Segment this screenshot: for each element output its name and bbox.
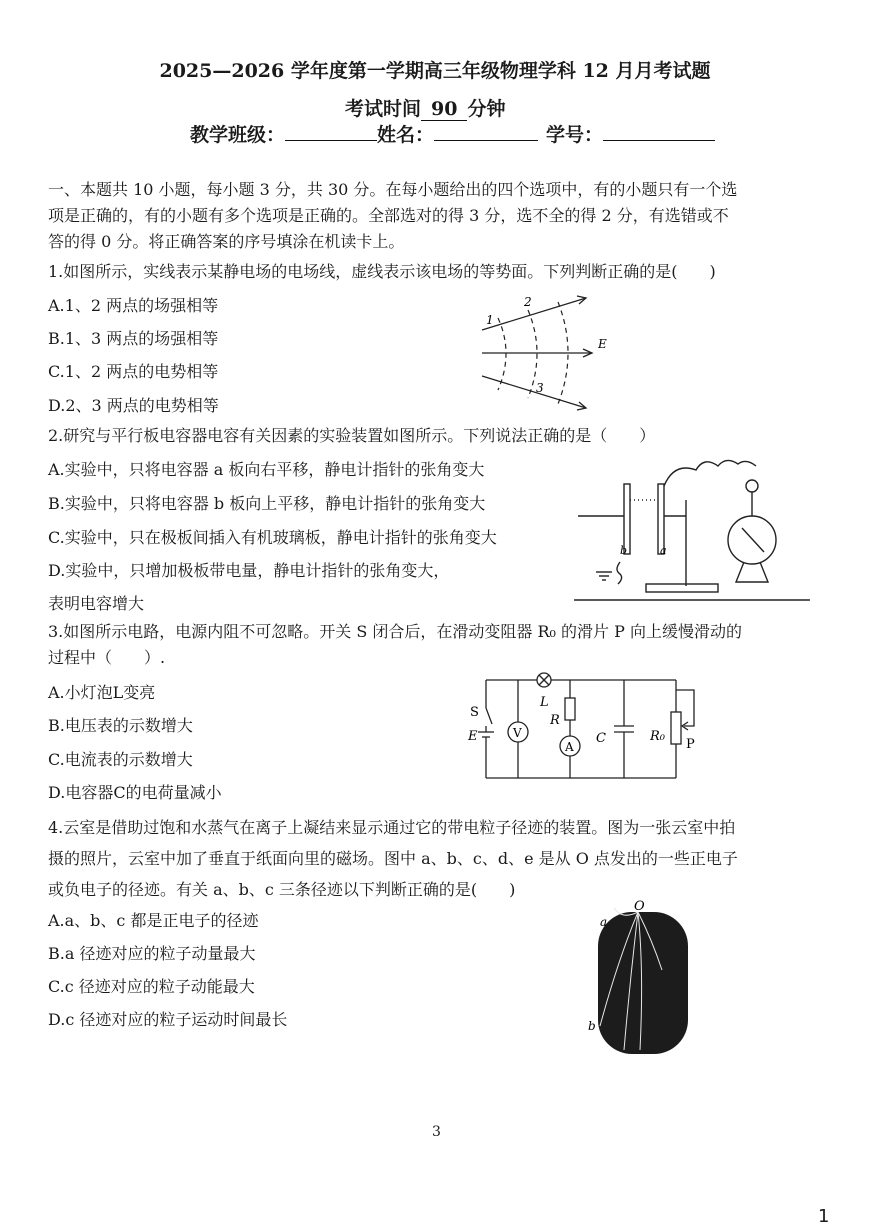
q3-stem-line-1: 3.如图所示电路，电源内阻不可忽略。开关 S 闭合后，在滑动变阻器 R₀ 的滑片 P 向上缓慢滑动的 xyxy=(48,622,742,641)
origin-label-o: O xyxy=(634,899,645,914)
q3-circuit-figure xyxy=(462,672,712,784)
exam-time-value: 90 xyxy=(421,98,467,121)
electrometer-ball xyxy=(746,480,758,492)
q1-option-c: C.1、2 两点的电势相等 xyxy=(48,362,219,381)
switch-s xyxy=(486,708,492,724)
exam-time-prefix: 考试时间 xyxy=(345,98,422,120)
class-label: 教学班级： xyxy=(190,124,286,146)
track-label-a: a xyxy=(600,915,608,929)
point-label-1: 1 xyxy=(486,313,494,327)
q2-option-b: B.实验中，只将电容器 b 板向上平移，静电计指针的张角变大 xyxy=(48,494,486,513)
resistor-r xyxy=(565,698,575,720)
section-instructions-line-2: 项是正确的，有的小题有多个选项是正确的。全部选对的得 3 分，选不全的得 2 分，有选错或不 xyxy=(48,206,729,225)
point-label-2: 2 xyxy=(524,295,532,309)
exam-title: 2025—2026 学年度第一学期高三年级物理学科 12 月月考试题 xyxy=(159,60,711,82)
q4-stem-line-1: 4.云室是借助过饱和水蒸气在离子上凝结来显示通过它的带电粒子径迹的装置。图为一张云室中拍 xyxy=(48,818,736,837)
label-c: C xyxy=(596,731,606,746)
q4-option-d: D.c 径迹对应的粒子运动时间最长 xyxy=(48,1010,288,1029)
equipotential-1 xyxy=(498,318,506,390)
student-info-row xyxy=(190,120,715,147)
label-r: R xyxy=(550,713,560,728)
q3-option-c: C.电流表的示数增大 xyxy=(48,750,193,769)
q3-stem-line-2: 过程中（ ）. xyxy=(48,648,166,667)
section-instructions-line-1: 一、本题共 10 小题，每小题 3 分，共 30 分。在每小题给出的四个选项中，有的小题只有一个选 xyxy=(48,180,738,199)
q4-option-a: A.a、b、c 都是正电子的径迹 xyxy=(48,911,259,930)
q1-stem: 1.如图所示，实线表示某静电场的电场线，虚线表示该电场的等势面。下列判断正确的是( ) xyxy=(48,262,716,281)
name-label: 姓名： xyxy=(377,124,435,146)
q3-option-b: B.电压表的示数增大 xyxy=(48,716,193,735)
class-field[interactable] xyxy=(285,122,377,141)
q3-option-d: D.电容器C的电荷量减小 xyxy=(48,783,222,802)
page-number-center: 3 xyxy=(432,1124,441,1140)
q4-stem-line-2: 摄的照片，云室中加了垂直于纸面向里的磁场。图中 a、b、c、d、e 是从 O 点发出的一些正电子 xyxy=(48,849,738,868)
q1-option-d: D.2、3 两点的电势相等 xyxy=(48,396,219,415)
field-line-top xyxy=(482,298,586,330)
label-r0: R₀ xyxy=(650,729,665,744)
q4-option-b: B.a 径迹对应的粒子动量最大 xyxy=(48,944,256,963)
ammeter-label: A xyxy=(565,740,574,754)
q4-option-c: C.c 径迹对应的粒子动能最大 xyxy=(48,977,255,996)
q1-option-b: B.1、3 两点的场强相等 xyxy=(48,329,219,348)
plate-label-b: b xyxy=(620,544,628,557)
exam-time xyxy=(345,94,505,121)
q1-field-line-figure xyxy=(470,290,620,415)
track-label-b: b xyxy=(588,1019,596,1033)
label-s: S xyxy=(470,705,479,720)
electrometer-stand xyxy=(736,562,768,582)
id-field[interactable] xyxy=(603,122,715,141)
ground-wire xyxy=(617,562,622,584)
name-field[interactable] xyxy=(434,122,538,141)
slider-wire xyxy=(676,690,694,726)
label-e: E xyxy=(468,729,478,744)
q2-option-a: A.实验中，只将电容器 a 板向右平移，静电计指针的张角变大 xyxy=(48,460,485,479)
q2-option-c: C.实验中，只在极板间插入有机玻璃板，静电计指针的张角变大 xyxy=(48,528,497,547)
q2-capacitor-apparatus-figure xyxy=(574,450,810,610)
q3-option-a: A.小灯泡L变亮 xyxy=(48,683,156,702)
q1-option-a: A.1、2 两点的场强相等 xyxy=(48,296,219,315)
field-label-e: E xyxy=(598,337,607,351)
connecting-wire xyxy=(664,460,756,486)
stand-base xyxy=(646,584,718,592)
point-label-3: 3 xyxy=(536,381,544,395)
exam-time-suffix: 分钟 xyxy=(467,98,506,120)
electrometer-case xyxy=(728,516,776,564)
label-p: P xyxy=(686,737,695,752)
q2-stem: 2.研究与平行板电容器电容有关因素的实验装置如图所示。下列说法正确的是（ ） xyxy=(48,426,656,445)
label-l: L xyxy=(540,695,549,710)
voltmeter-label: V xyxy=(513,726,522,740)
q2-option-d-continued: 表明电容增大 xyxy=(48,594,145,613)
electrometer-needle xyxy=(742,528,764,552)
section-instructions-line-3: 答的得 0 分。将正确答案的序号填涂在机读卡上。 xyxy=(48,232,405,251)
q2-option-d: D.实验中，只增加极板带电量，静电计指针的张角变大， xyxy=(48,561,450,580)
plate-label-a: a xyxy=(660,544,667,557)
rheostat-r0 xyxy=(671,712,681,744)
q4-stem-line-3: 或负电子的径迹。有关 a、b、c 三条径迹以下判断正确的是( ) xyxy=(48,880,516,899)
page-number-corner: 1 xyxy=(818,1206,830,1227)
cloud-chamber-photo xyxy=(598,912,688,1054)
q4-cloud-chamber-figure xyxy=(588,900,698,1060)
id-label: 学号： xyxy=(546,124,604,146)
